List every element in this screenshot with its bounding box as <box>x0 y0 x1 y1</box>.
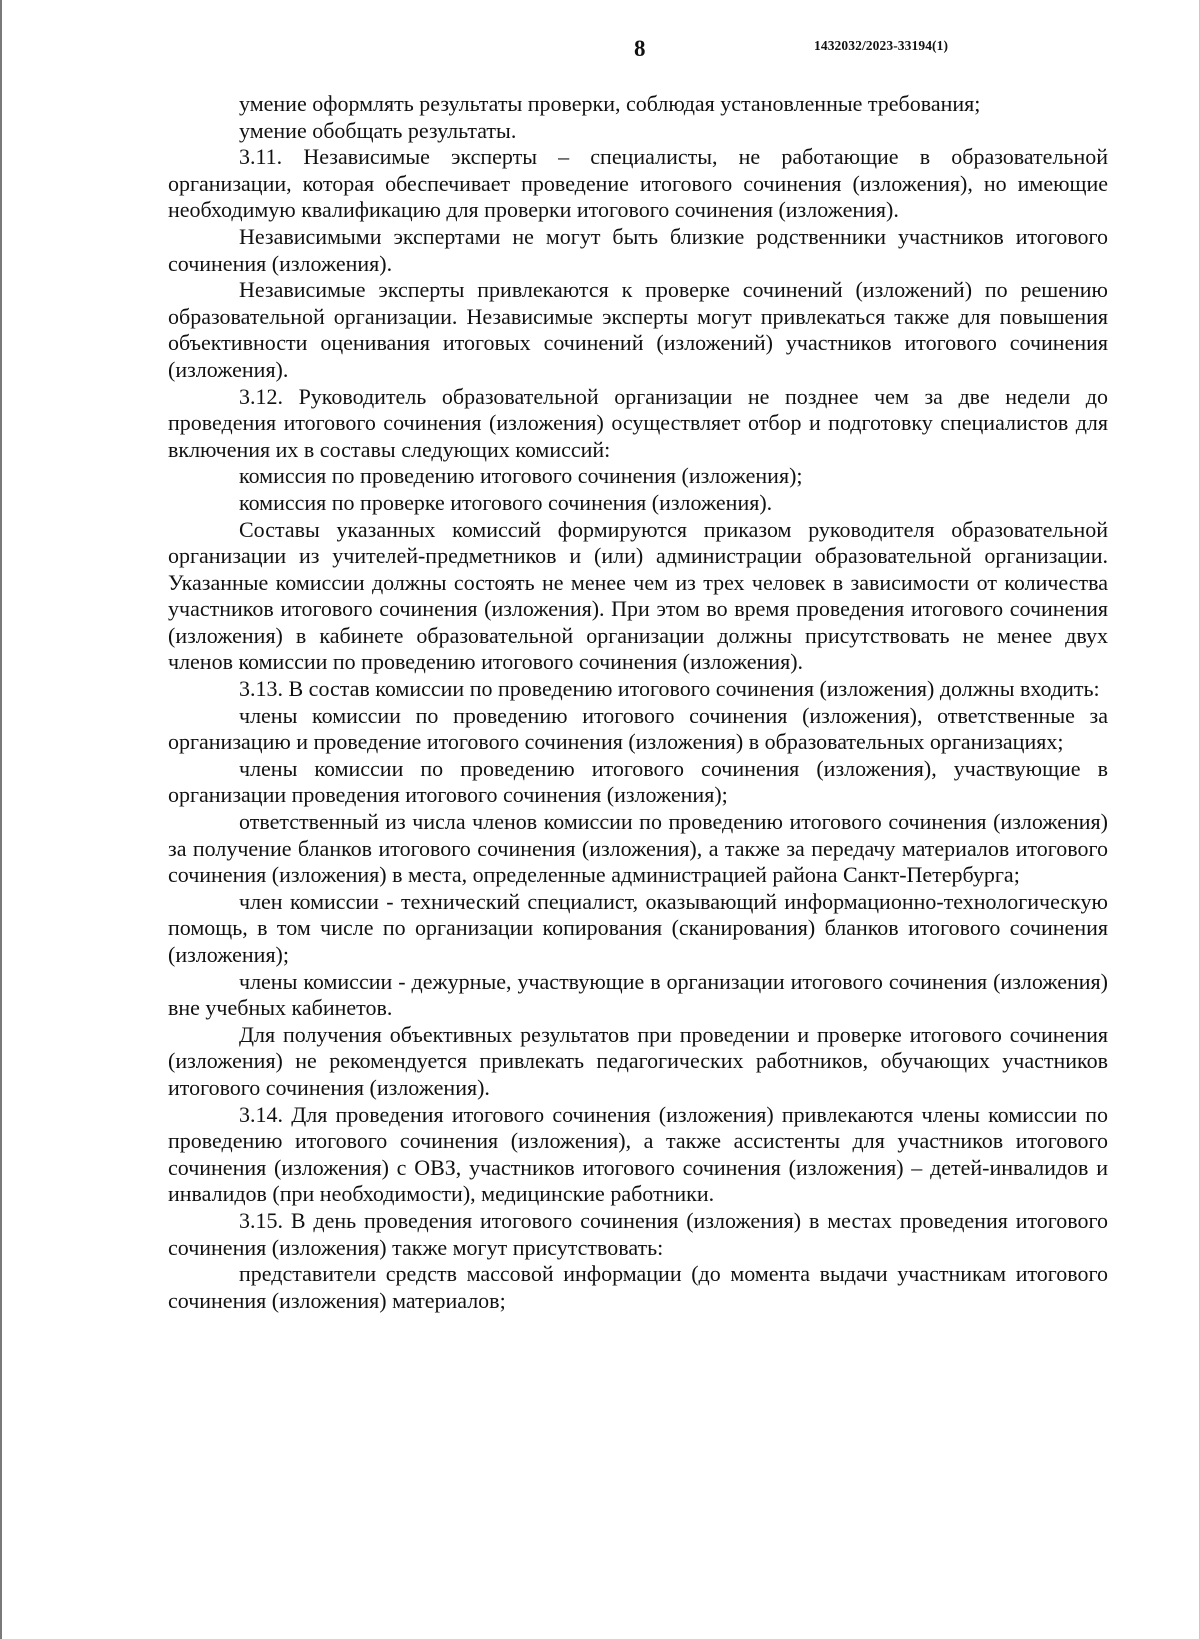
registration-number: 1432032/2023-33194(1) <box>814 38 949 53</box>
paragraph: умение обобщать результаты. <box>239 117 517 143</box>
paragraph: умение оформлять результаты проверки, соблюдая установленные требования; <box>239 91 981 116</box>
list-item: члены комиссии по проведению итогового сочинения (изложения), ответственные за организацию и проведение итогового сочинения (изложения) в образовательных организациях; <box>168 702 1108 755</box>
document-body <box>168 91 1108 1314</box>
paragraph-3-14: 3.14. Для проведения итогового сочинения (изложения) привлекаются члены комиссии по проведению итогового сочинения (изложения), а также ассистенты для участников итогового сочинения (изложения) с ОВЗ, участников итогового сочинения (изложения) – детей-инвалидов и инвалидов (при необходимости), медицинские работники. <box>168 1101 1108 1207</box>
list-item: член комиссии - технический специалист, оказывающий информационно-технологическую помощь, в том числе по организации копирования (сканирования) бланков итогового сочинения (изложения); <box>168 888 1108 967</box>
list-item: комиссия по проведению итогового сочинения (изложения); <box>239 463 803 489</box>
paragraph-3-13: 3.13. В состав комиссии по проведению итогового сочинения (изложения) должны входить: <box>239 676 1100 702</box>
list-item: члены комиссии - дежурные, участвующие в организации итогового сочинения (изложения) вне учебных кабинетов. <box>168 968 1108 1021</box>
page-number: 8 <box>634 36 646 61</box>
paragraph: Независимыми экспертами не могут быть близкие родственники участников итогового сочинения (изложения). <box>168 223 1108 276</box>
paragraph: Для получения объективных результатов при проведении и проверке итогового сочинения (изложения) не рекомендуется привлекать педагогических работников, обучающих участников итогового сочинения (изложения). <box>168 1021 1108 1100</box>
paragraph-3-12: 3.12. Руководитель образовательной организации не позднее чем за две недели до проведения итогового сочинения (изложения) осуществляет отбор и подготовку специалистов для включения их в составы следующих комиссий: <box>168 383 1108 462</box>
list-item: представители средств массовой информации (до момента выдачи участникам итогового сочинения (изложения) материалов; <box>168 1261 1108 1313</box>
list-item: комиссия по проверке итогового сочинения (изложения). <box>239 489 773 515</box>
paragraph: Составы указанных комиссий формируются приказом руководителя образовательной организации из учителей-предметников и (или) администрации образовательной организации. Указанные комиссии должны состоять не менее чем из трех человек в зависимости от количества участников итогового сочинения (изложения). При этом во время проведения итогового сочинения (изложения) в кабинете образовательной организации должны присутствовать не менее двух членов комиссии по проведению итогового сочинения (изложения). <box>168 516 1108 675</box>
paragraph-3-11: 3.11. Независимые эксперты – специалисты, не работающие в образовательной организации, которая обеспечивает проведение итогового сочинения (изложения), но имеющие необходимую квалификацию для проверки итогового сочинения (изложения). <box>168 144 1108 223</box>
list-item: члены комиссии по проведению итогового сочинения (изложения), участвующие в организации проведения итогового сочинения (изложения); <box>168 755 1108 808</box>
scan-edge-left <box>0 0 2 1639</box>
paragraph-3-15: 3.15. В день проведения итогового сочинения (изложения) в местах проведения итогового сочинения (изложения) также могут присутствовать: <box>168 1207 1108 1260</box>
list-item: ответственный из числа членов комиссии по проведению итогового сочинения (изложения) за получение бланков итогового сочинения (изложения), а также за передачу материалов итогового сочинения (изложения) в места, определенные администрацией района Санкт-Петербурга; <box>168 809 1108 888</box>
paragraph: Независимые эксперты привлекаются к проверке сочинений (изложений) по решению образовательной организации. Независимые эксперты могут привлекаться также для повышения объективности оценивания итоговых сочинений (изложений) участников итогового сочинения (изложения). <box>168 277 1108 382</box>
